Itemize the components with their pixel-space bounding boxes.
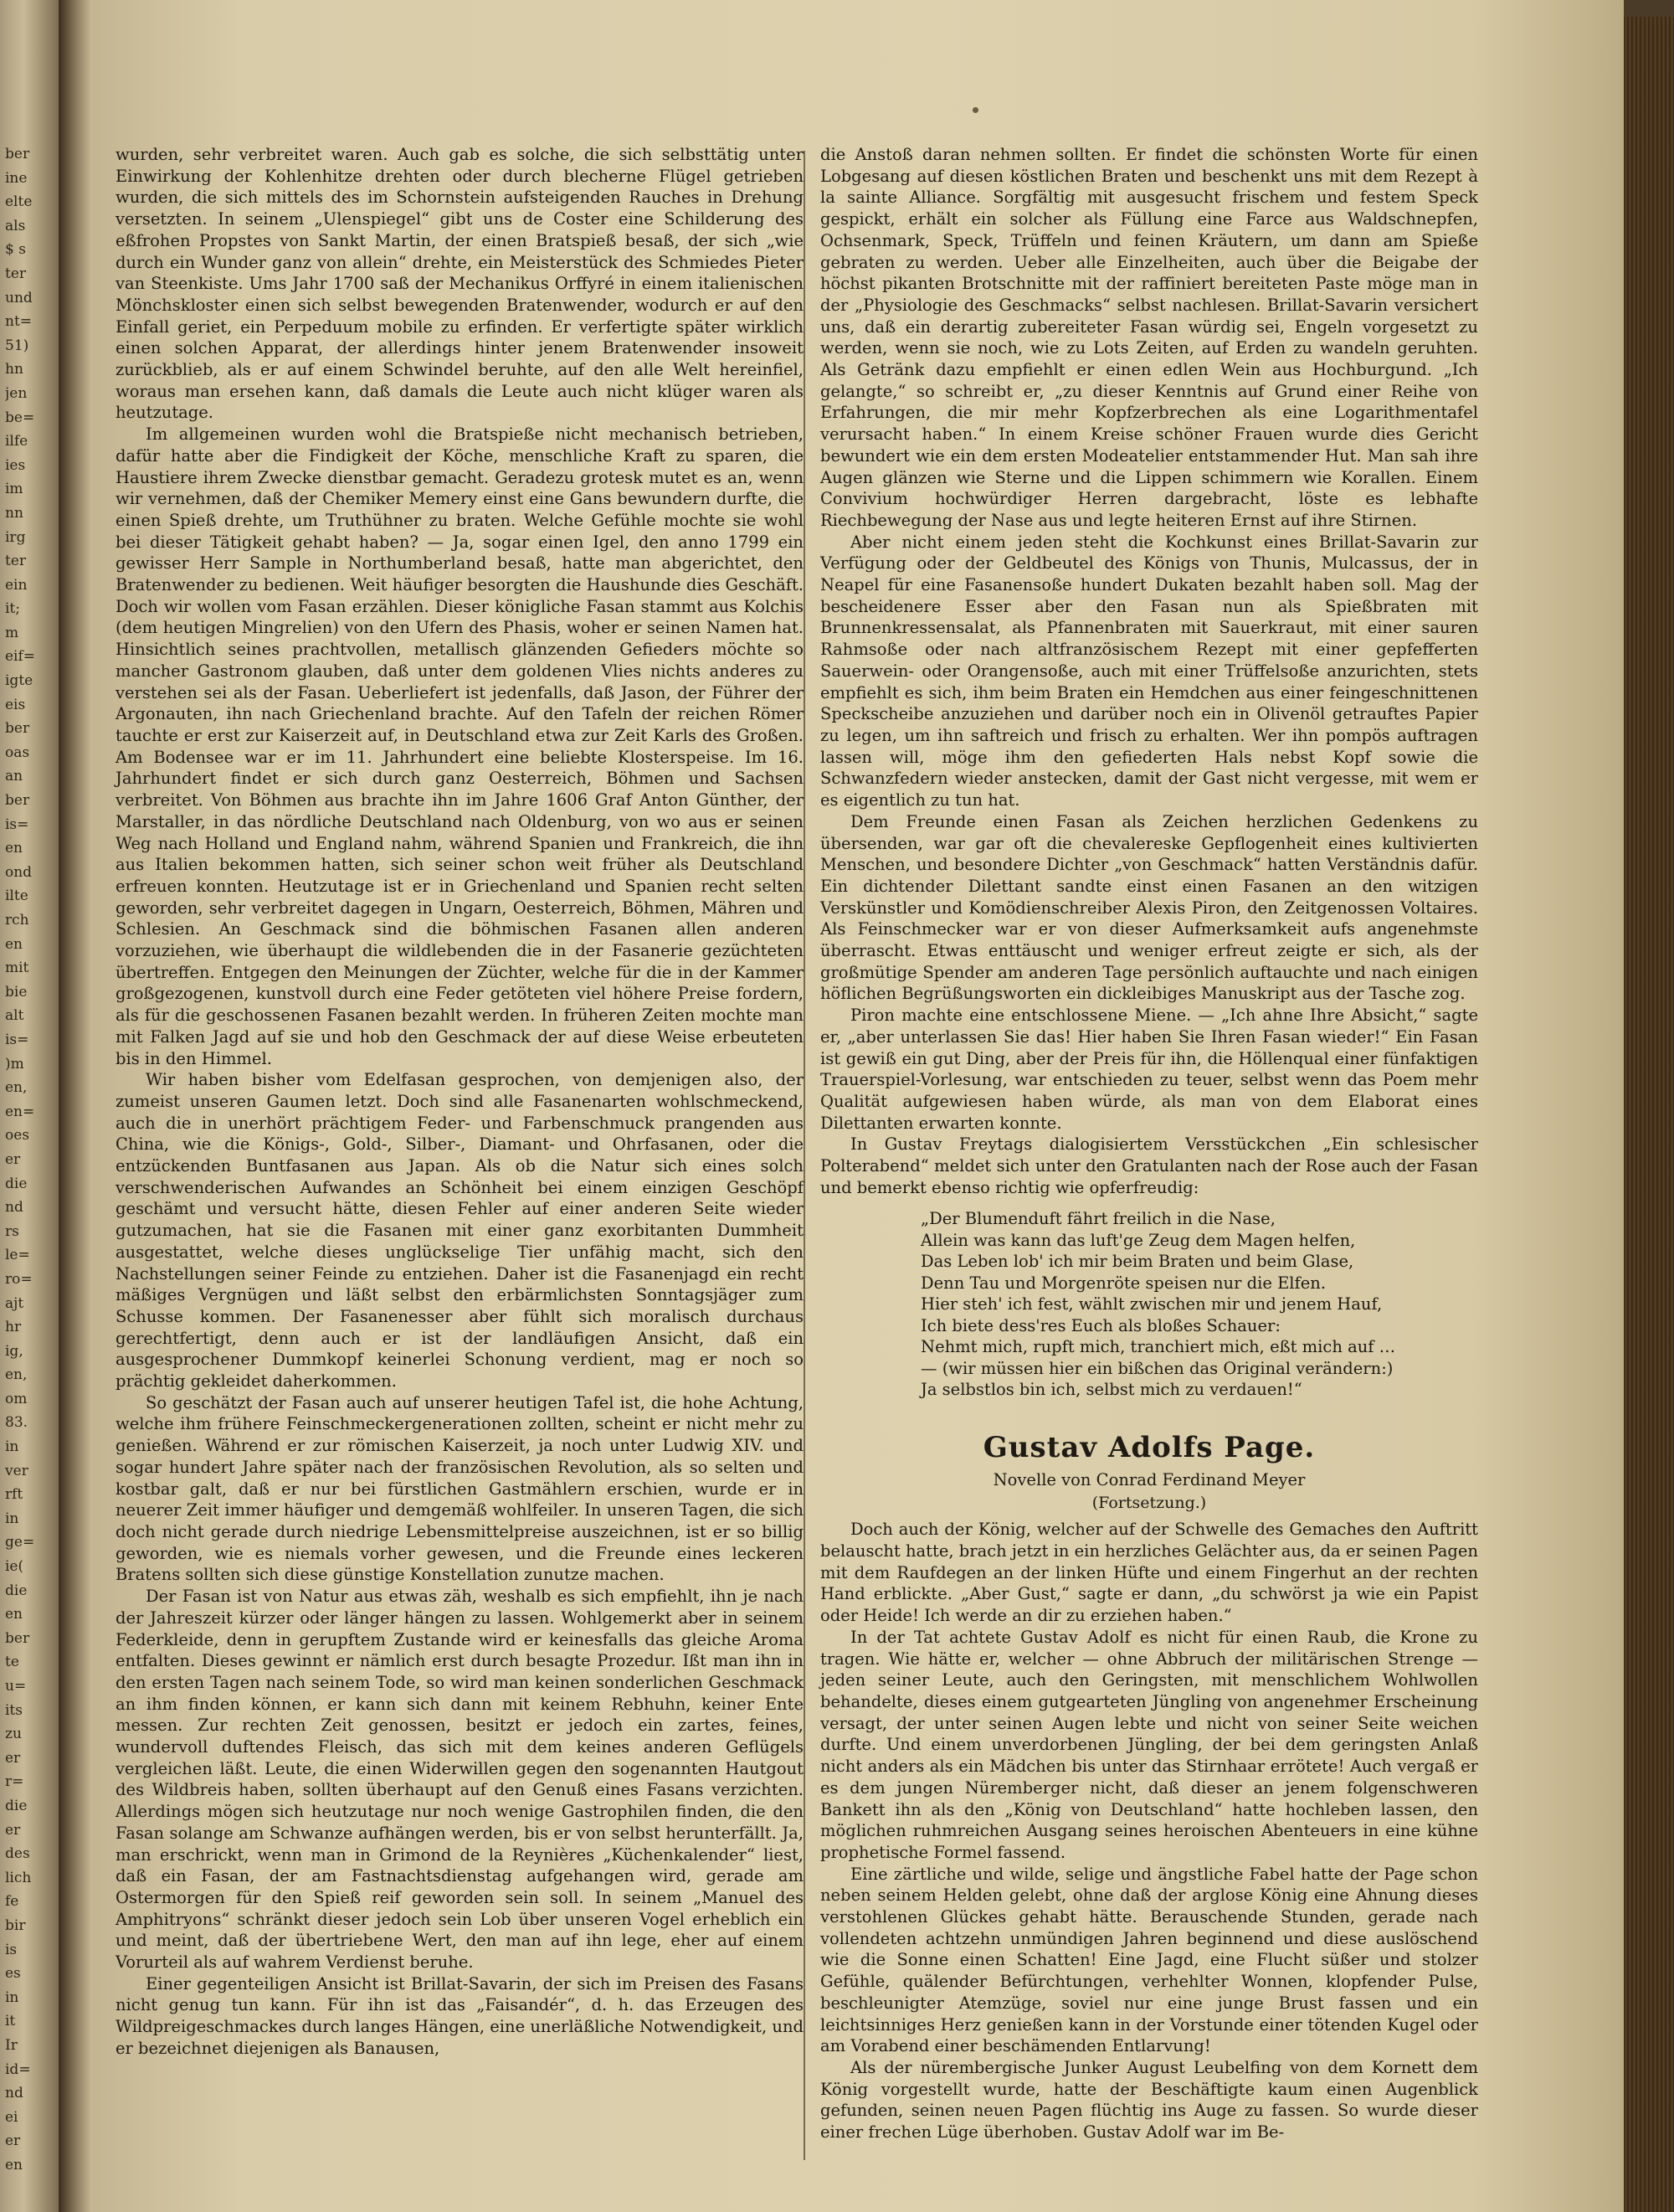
poem-line: „Der Blumenduft fährt freilich in die Nase, — [921, 1209, 1276, 1229]
book-fore-edge — [1624, 17, 1674, 2212]
left-edge-fragment: $ s — [5, 241, 26, 259]
left-edge-fragment: ie( — [5, 1558, 24, 1576]
left-edge-fragment: bir — [5, 1916, 26, 1934]
left-edge-fragment: ter — [5, 553, 27, 570]
left-edge-fragment: ein — [5, 576, 28, 594]
paragraph: In Gustav Freytags dialogisiertem Versstückchen „Ein schlesischer Polterabend“ meldet sich unter den Gratulanten nach der Rose auch der Fasan und bemerkt ebenso richtig wie opferfreudig: — [820, 1134, 1478, 1197]
left-edge-fragment: nd — [5, 2085, 23, 2102]
left-edge-fragment: ei — [5, 2108, 18, 2126]
paragraph: Doch auch der König, welcher auf der Schwelle des Gemaches den Auftritt belauscht hatte, brach jetzt in ein herzliches Gelächter aus, da er seinen Pagen mit dem Raufdegen an der linken Hüfte und einem Fingerhut an der rechten Hand erblickte. „Aber Gust,“ sagte er dann, „du schwörst ja wie ein Papist oder Heide! Ich werde an dir zu erziehen haben.“ — [820, 1520, 1478, 1626]
left-edge-fragment: r= — [5, 1773, 24, 1791]
left-edge-fragment: ber — [5, 146, 30, 162]
left-edge-fragment: it; — [5, 600, 20, 618]
poem-line: Das Leben lob' ich mir beim Braten und beim Glase, — [921, 1252, 1354, 1272]
left-edge-fragment: oas — [5, 743, 30, 761]
left-edge-fragment: er — [5, 1150, 21, 1168]
paragraph: Der Fasan ist von Natur aus etwas zäh, weshalb es sich empfiehlt, ihn je nach der Jahreszeit kürzer oder länger hängen zu lassen. Wohlgemerkt aber in seinem Federkleide, denn in gerupftem Zustande wird er keinesfalls das gleiche Aroma entfalten. Dieses gewinnt er nämlich erst durch besagte Prozedur. Ißt man ihn in den ersten Tagen nach seinem Tode, so wird man keinen sonderlichen Geschmack an ihm finden können, er kann sich dann mit keinem Rebhuhn, keiner Ente messen. Zur rechten Zeit genossen, besitzt er jedoch ein zartes, feines, wundervoll duftendes Fleisch, das sich mit dem keines anderen Geflügels vergleichen läßt. Leute, die einen Widerwillen gegen den sogenannten Hautgout des Wildbreis haben, sollten überhaupt auf den Genuß eines Fasans verzichten. Allerdings mögen sich heutzutage nur noch wenige Gastrophilen finden, die den Fasan solange am Schwanze aufhängen werden, bis er von selbst herunterfällt. Ja, man erschrickt, wenn man in Grimond de la Reynières „Küchenkalender“ liest, daß ein Fasan, der am Fastnachtsdienstag aufgehangen wird, gerade am Ostermorgen für den Spieß reif geworden sein soll. In seinem „Manuel des Amphitryons“ schränkt dieser jedoch sein Lob über unseren Vogel erheblich ein und meint, daß der übertriebene Wert, den man auf ihn lege, eher auf einem Vorurteil als auf wahrem Verdienst beruhe. — [116, 1587, 804, 1973]
left-edge-fragment: eis — [5, 696, 26, 713]
left-edge-fragment: er — [5, 1821, 21, 1839]
left-edge-fragment: ilte — [5, 887, 28, 905]
left-edge-fragment: nt= — [5, 313, 33, 331]
left-page-text-fragments — [5, 142, 52, 2177]
left-edge-fragment: ig, — [5, 1342, 23, 1360]
left-edge-fragment: rft — [5, 1486, 23, 1504]
paragraph: In der Tat achtete Gustav Adolf es nicht für einen Raub, die Krone zu tragen. Wie hätte er, welcher — ohne Abbruch der militärischen Strenge — jeden seiner Leute, auch den Geringsten, mit menschlichem Wohlwollen behandelte, dieses einem gutgearteten Jüngling von angenehmer Erscheinung versagt, der unter seinen Augen lebte und nicht von seiner Seite weichen durfte. Und einem unverdorbenen Jüngling, der bei dem geringsten Anlaß nicht anders als ein Mädchen bis unter das Stirnhaar errötete! Auch vergaß er es dem jungen Nüremberger nicht, daß dieser an jenem folgenschweren Bankett ihn als den „König von Deutschland“ hatte hochleben lassen, den möglichen ruhmreichen Ausgang seines heroischen Abenteuers in eine kühne prophetische Formel fassend. — [820, 1627, 1478, 1862]
left-edge-fragment: it — [5, 2013, 16, 2030]
left-edge-fragment: en, — [5, 1366, 28, 1384]
left-edge-fragment: Ir — [5, 2036, 18, 2054]
left-edge-fragment: ond — [5, 863, 33, 881]
left-edge-fragment: ber — [5, 1629, 30, 1647]
page-dot-mark — [973, 107, 978, 113]
left-edge-fragment: ine — [5, 169, 28, 187]
left-edge-fragment: te — [5, 1654, 19, 1671]
left-edge-fragment: en — [5, 935, 23, 953]
paragraph: So geschätzt der Fasan auch auf unserer heutigen Tafel ist, die hohe Achtung, welche ihm frühere Feinschmeckergenerationen zollten, scheint er nicht mehr zu genießen. Während er zur römischen Kaiserzeit, ja noch unter Ludwig XIV. und sogar hundert Jahre später nach der französischen Revolution, als so selten und kostbar galt, daß er nur bei fürstlichen Gastmählern erschien, wurde er in neuerer Zeit immer häufiger und demgemäß wohlfeiler. In unseren Tagen, die sich doch nicht gerade durch niedrige Lebensmittelpreise auszeichnen, ist er so billig geworden, wie es niemals vorher gewesen, und die Freunde eines leckeren Bratens sollten sich diese günstige Konstellation zunutze machen. — [116, 1392, 804, 1585]
left-edge-fragment: lich — [5, 1869, 32, 1886]
left-edge-fragment: hn — [5, 361, 23, 378]
left-edge-fragment: en — [5, 840, 23, 857]
left-edge-fragment: er — [5, 1749, 21, 1767]
left-edge-fragment: ter — [5, 265, 27, 282]
paragraph: die Anstoß daran nehmen sollten. Er findet die schönsten Worte für einen Lobgesang auf diesen köstlichen Braten und beschenkt uns mit dem Rezept à la sainte Alliance. Sorgfältig mit ausgesucht frischem und festem Speck gespickt, erhält ein solcher als Füllung eine Farce aus Waldschnepfen, Ochsenmark, Speck, Trüffeln und feinen Kräutern, um dann am Spieße gebraten zu werden. Ueber alle Einzelheiten, auch über die Beigabe der höchst pikanten Brotschnitte mit der raffiniert bereiteten Paste möge man in der „Physiologie des Geschmacks“ selbst nachlesen. Brillat-Savarin versichert uns, daß ein derartig zubereiteter Fasan würdig sei, Engeln vorgesetzt zu werden, wenn sie noch, wie zu Lots Zeiten, auf Erden zu wandeln geruhten. Als Getränk dazu empfiehlt er einen edlen Wein aus Hochburgund. „Ich gelangte,“ so schreibt er, „zu dieser Kenntnis auf Grund einer Reihe von Erfahrungen, die mir mehr Kopfzerbrechen als eine Logarithmentafel verursacht haben.“ In einem Kreise schöner Frauen wurde dies Gericht bewundert wie ein dem ersten Modeatelier entstammender Hut. Man sah ihre Augen glänzen wie Sterne und die Lippen schimmern wie Korallen. Einem Convivium hochwürdiger Herren dargebracht, löste es lebhafte Riechbewegung der Nase aus und legte heiteren Ernst auf ihre Stirnen. — [820, 145, 1478, 530]
paragraph: Als der nürembergische Junker August Leubelfing von dem Kornett dem König vorgestellt wurde, hatte der Beschäftigte kaum einen Augenblick gefunden, seinen neuen Pagen flüchtig ins Auge zu fassen. So wurde dieser einer frechen Lüge überhoben. Gustav Adolf war im Be- — [820, 2057, 1478, 2143]
left-edge-fragment: irg — [5, 528, 26, 546]
left-edge-fragment: 83. — [5, 1414, 28, 1432]
left-edge-fragment: in — [5, 1988, 19, 2006]
poem-line: Denn Tau und Morgenröte speisen nur die Elfen. — [921, 1273, 1327, 1293]
poem-line: Allein was kann das luft'ge Zeug dem Magen helfen, — [921, 1230, 1356, 1250]
book-gutter — [59, 0, 90, 2212]
paragraph: Einer gegenteiligen Ansicht ist Brillat-Savarin, der sich im Preisen des Fasans nicht genug tun kann. Für ihn ist das „Faisandér“, d. h. das Erzeugen des Wildpreigeschmackes durch langes Hängen, eine unerläßliche Notwendigkeit, und er bezeichnet diejenigen als Banausen, — [116, 1973, 804, 2058]
left-edge-fragment: ber — [5, 792, 30, 810]
left-edge-fragment: rs — [5, 1222, 19, 1240]
left-edge-fragment: hr — [5, 1319, 22, 1336]
left-edge-fragment: im — [5, 481, 23, 498]
left-edge-fragment: ge= — [5, 1534, 35, 1551]
left-edge-fragment: rch — [5, 912, 29, 929]
story-subtitle: Novelle von Conrad Ferdinand Meyer — [993, 1469, 1306, 1489]
left-edge-fragment: ro= — [5, 1270, 33, 1288]
left-column — [116, 144, 804, 2060]
left-edge-fragment: ver — [5, 1462, 28, 1479]
left-edge-fragment: its — [5, 1701, 23, 1719]
left-edge-fragment: die — [5, 1582, 28, 1599]
story-title: Gustav Adolfs Page. — [983, 1430, 1316, 1464]
left-edge-fragment: es — [5, 1965, 21, 1983]
paragraph: Aber nicht einem jeden steht die Kochkunst eines Brillat-Savarin zur Verfügung oder der Geldbeutel des Königs von Thunis, Mulcassus, der in Neapel für eine Fasanensoße hundert Dukaten bezahlt haben soll. Mag der bescheidenere Esser aber den Fasan nun als Spießbraten mit Brunnenkressensalat, als Pfannenbraten mit Sauerkraut, mit einer sauren Rahmsoße oder nach altfranzösischem Rezept mit einer gepfefferten Sauerwein- oder Orangensoße, auch mit einer Trüffelsoße anzurichten, stets empfiehlt es sich, ihm beim Braten ein Hemdchen aus einer feingeschnittenen Speckscheibe anzuziehen und darüber noch ein in Olivenöl getrauftes Papier zu legen, um ihn saftreich und frisch zu erhalten. Wer ihn pompös auftragen lassen will, möge ihm den gefiederten Hals nebst Kopf sowie die Schwanzfedern wieder anstecken, damit der Gast nicht vergesse, mit wem er es eigentlich zu tun hat. — [820, 532, 1478, 810]
left-edge-fragment: fe — [5, 1893, 19, 1911]
column-divider — [804, 151, 805, 2160]
story-continuation-note: (Fortsetzung.) — [1091, 1493, 1207, 1512]
paragraph: Im allgemeinen wurden wohl die Bratspieße nicht mechanisch betrieben, dafür hatte aber die Findigkeit der Köche, menschliche Kraft zu sparen, die Haustiere ihrem Zwecke dienstbar gemacht. Geradezu grotesk mutet es an, wenn wir vernehmen, daß der Chemiker Memery einst eine Gans bewundern durfte, die einen Spieß drehte, um Truthühner zu braten. Welche Gefühle mochte sie wohl bei dieser Tätigkeit gehabt haben? — Ja, sogar einen Igel, den anno 1799 ein gewisser Herr Sample in Northumberland besaß, hatte man abgerichtet, den Bratenwender zu bedienen. Weit häufiger besorgten die Haushunde dies Geschäft. Doch wir wollen vom Fasan erzählen. Dieser königliche Fasan stammt aus Kolchis (dem heutigen Mingrelien) von den Ufern des Phasis, woher er seinen Namen hat. Hinsichtlich seines prachtvollen, metallisch glänzenden Gefieders möchte so mancher Gastronom glauben, daß unter dem goldenen Vlies nichts anderes zu verstehen sei als der Fasan. Ueberliefert ist jedenfalls, daß Jason, der Führer der Argonauten, ihn nach Griechenland brachte. Auf den Tafeln der reichen Römer tauchte er erst zur Kaiserzeit auf, in Deutschland etwa zur Zeit Karls des Großen. Am Bodensee war er im 11. Jahrhundert eine beliebte Klosterspeise. Im 16. Jahrhundert findet er sich durch ganz Oesterreich, Böhmen und Sachsen verbreitet. Von Böhmen aus brachte ihn im Jahre 1606 Graf Anton Günther, der Marstaller, in das nördliche Deutschland nach Oldenburg, von wo aus er seinen Weg nach Holland und England nahm, während Spanien und Frankreich, die ihn aus Italien bekommen hatten, sich seiner schon weit früher als Deutschland erfreuen konnten. Heutzutage ist er in Griechenland und Spanien recht selten geworden, sehr verbreitet dagegen in Ungarn, Oesterreich, Böhmen, Mähren und Schlesien. An Geschmack sind die böhmischen Fasanen allen anderen vorzuziehen, wie überhaupt die wildlebenden die in der Fasanerie gezüchteten übertreffen. Entgegen den Meinungen der Züchter, welche für die in der Kammer großgezogenen, kunstvoll durch eine Feder getöteten viel höhere Preise fordern, als für die geschossenen Fasanen bezahlt werden. In früheren Zeiten mochte man mit Falken Jagd auf sie und hob den Geschmack der auf diese Weise erbeuteten bis in den Himmel. — [116, 424, 804, 1068]
left-edge-fragment: igte — [5, 672, 33, 690]
left-edge-fragment: )m — [5, 1055, 24, 1073]
left-edge-fragment: alt — [5, 1007, 24, 1025]
left-edge-fragment: zu — [5, 1726, 22, 1743]
left-edge-fragment: om — [5, 1390, 28, 1407]
left-edge-fragment: id= — [5, 2060, 31, 2078]
left-edge-fragment: in — [5, 1438, 19, 1456]
left-edge-fragment: mit — [5, 959, 29, 977]
left-edge-fragment: die — [5, 1797, 28, 1814]
left-edge-fragment: bie — [5, 983, 28, 1001]
paragraph: Dem Freunde einen Fasan als Zeichen herzlichen Gedenkens zu übersenden, war gar oft die chevalereske Gepflogenheit eines kultivierten Menschen, und besondere Dichter „von Geschmack“ hatten Verständnis dafür. Ein dichtender Dilettant sandte einst einen Fasanen an den witzigen Verskünstler und Komödienschreiber Alexis Piron, den Zeitgenossen Voltaires. Als Feinschmecker war er von dieser Aufmerksamkeit aufs angenehmste überrascht. Etwas enttäuscht und weniger erfreut zeigte er sich, als der großmütige Spender am anderen Tage persönlich auftauchte und nach einigen höflichen Begrüßungsworten ein dickleibiges Manuskript aus der Tasche zog. — [820, 811, 1478, 1004]
left-edge-fragment: en= — [5, 1103, 35, 1120]
left-edge-fragment: eif= — [5, 648, 36, 666]
right-column — [820, 144, 1478, 2143]
left-edge-fragment: nd — [5, 1199, 23, 1217]
poem-line: Nehmt mich, rupft mich, tranchiert mich, eßt mich auf … — [921, 1337, 1396, 1357]
left-edge-fragment: jen — [5, 384, 28, 402]
left-edge-fragment: le= — [5, 1247, 30, 1264]
left-edge-fragment: ies — [5, 456, 26, 474]
paragraph: Wir haben bisher vom Edelfasan gesprochen, von demjenigen also, der zumeist unseren Gaumen letzt. Doch sind alle Fasanenarten wohlschmeckend, auch die in unerhört prächtigem Feder- und Farbenschmuck prangenden aus China, wie die Königs-, Gold-, Silber-, Diamant- und Ohrfasanen, oder die entzückenden Buntfasanen aus Japan. Als ob die Natur sich eines solch verschwenderischen Aufwandes an Schönheit bei einem einzigen Geschöpf geschämt und versucht hätte, diesen Fehler auf einer anderen Seite wieder gutzumachen, hat sie die Fasanen mit einer ganz exorbitanten Dummheit ausgestattet, welche dieses unglückselige Tier unfähig macht, sich den Nachstellungen seiner Feinde zu entziehen. Daher ist die Fasanenjagd ein recht mäßiges Vergnügen und läßt selbst den erbärmlichsten Sonntagsjäger zum Schusse kommen. Der Fasanenesser aber fühlt sich moralisch durchaus gerechtfertigt, denn auch er ist der landläufigen Ansicht, daß ein ausgesprochener Dummkopf keinerlei Schonung verdient, mag er noch so prächtig gekleidet daherkommen. — [116, 1070, 804, 1392]
left-edge-fragment: des — [5, 1845, 30, 1863]
left-edge-fragment: elte — [5, 193, 33, 211]
left-edge-fragment: nn — [5, 504, 23, 522]
left-edge-fragment: is= — [5, 1031, 29, 1048]
left-edge-fragment: ajt — [5, 1294, 24, 1312]
left-edge-fragment: en — [5, 1606, 23, 1623]
poem-line: Ich biete dess'res Euch als bloßes Schauer: — [921, 1315, 1281, 1335]
left-edge-fragment: en — [5, 2156, 23, 2173]
left-edge-fragment: ber — [5, 720, 30, 738]
poem-line: Hier steh' ich fest, wählt zwischen mir und jenem Hauf, — [921, 1294, 1383, 1314]
left-edge-fragment: an — [5, 768, 23, 785]
left-edge-fragment: oes — [5, 1127, 30, 1145]
left-edge-fragment: u= — [5, 1678, 27, 1695]
poem — [921, 1208, 1478, 1401]
left-edge-fragment: en, — [5, 1079, 28, 1097]
left-edge-fragment: und — [5, 289, 33, 306]
left-edge-fragment: in — [5, 1510, 19, 1527]
left-edge-fragment: is — [5, 1941, 18, 1958]
paragraph: Eine zärtliche und wilde, selige und ängstliche Fabel hatte der Page schon neben seinem Helden gelebt, ohne daß der arglose König eine Ahnung dieses verstohlenen Glückes gehabt hätte. Berauschende Stunden, gerade nach vollendeten achtzehn unmündigen Jahren beginnend und diese auslöschend wie die Sonne einen Schatten! Eine Jagd, eine Flucht süßer und stolzer Gefühle, quälender Befürchtungen, verhehlter Wonnen, klopfender Pulse, beschleunigter Atemzüge, soviel nur eine junge Brust fassen und ein leichtsinniges Herz genießen kann in der Vorstunde einer tötenden Kugel oder am Vorabend einer beschämenden Entlarvung! — [820, 1864, 1478, 2056]
left-edge-fragment: m — [5, 624, 19, 641]
left-edge-fragment: als — [5, 217, 26, 234]
left-edge-fragment: be= — [5, 409, 35, 426]
poem-line: — (wir müssen hier ein bißchen das Original verändern:) — [921, 1358, 1394, 1378]
left-edge-fragment: die — [5, 1175, 28, 1192]
poem-line: Ja selbstlos bin ich, selbst mich zu verdauen!“ — [921, 1380, 1302, 1400]
left-edge-fragment: is= — [5, 815, 29, 833]
left-page-edge — [0, 0, 59, 2212]
paragraph: wurden, sehr verbreitet waren. Auch gab es solche, die sich selbsttätig unter Einwirkung der Kohlenhitze drehten oder durch blecherne Flügel getrieben wurden, die sich mittels des im Schornstein aufsteigenden Rauches in Drehung versetzten. In seinem „Ulenspiegel“ gibt uns de Coster eine Schilderung des eßfrohen Propstes von Sankt Martin, der einen Bratspieß besaß, der sich „wie durch ein Wunder ganz von allein“ drehte, ein Meisterstück des Schmiedes Pieter van Steenkiste. Ums Jahr 1700 saß der Mechanikus Orffyré in einem italienischen Mönchskloster einen sich selbst bewegenden Bratenwender, wodurch er auf den Einfall geriet, ein Perpeduum mobile zu erfinden. Er verfertigte später wirklich einen solchen Apparat, der allerdings hinter jenem Bratenwender insoweit zurückblieb, als er auf einem Schwindel beruhte, auf den alle Welt hereinfiel, woraus man ersehen kann, daß damals die Leute auch nicht klüger waren als heutzutage. — [116, 145, 804, 423]
left-edge-fragment: er — [5, 2132, 21, 2150]
left-edge-fragment: ilfe — [5, 433, 28, 450]
paragraph: Piron machte eine entschlossene Miene. — „Ich ahne Ihre Absicht,“ sagte er, „aber unterlassen Sie das! Hier haben Sie Ihren Fasan wieder!“ Ein Fasan ist gewiß ein gut Ding, aber der Preis für ihn, die Höllenqual einer fünfaktigen Trauerspiel-Vorlesung, war entschieden zu teuer, selbst wenn das Poem mehr Qualität aufgewiesen haben würde, als man von dem Elaborat eines Dilettanten erwarten konnte. — [820, 1006, 1478, 1133]
left-edge-fragment: 51) — [5, 337, 29, 354]
